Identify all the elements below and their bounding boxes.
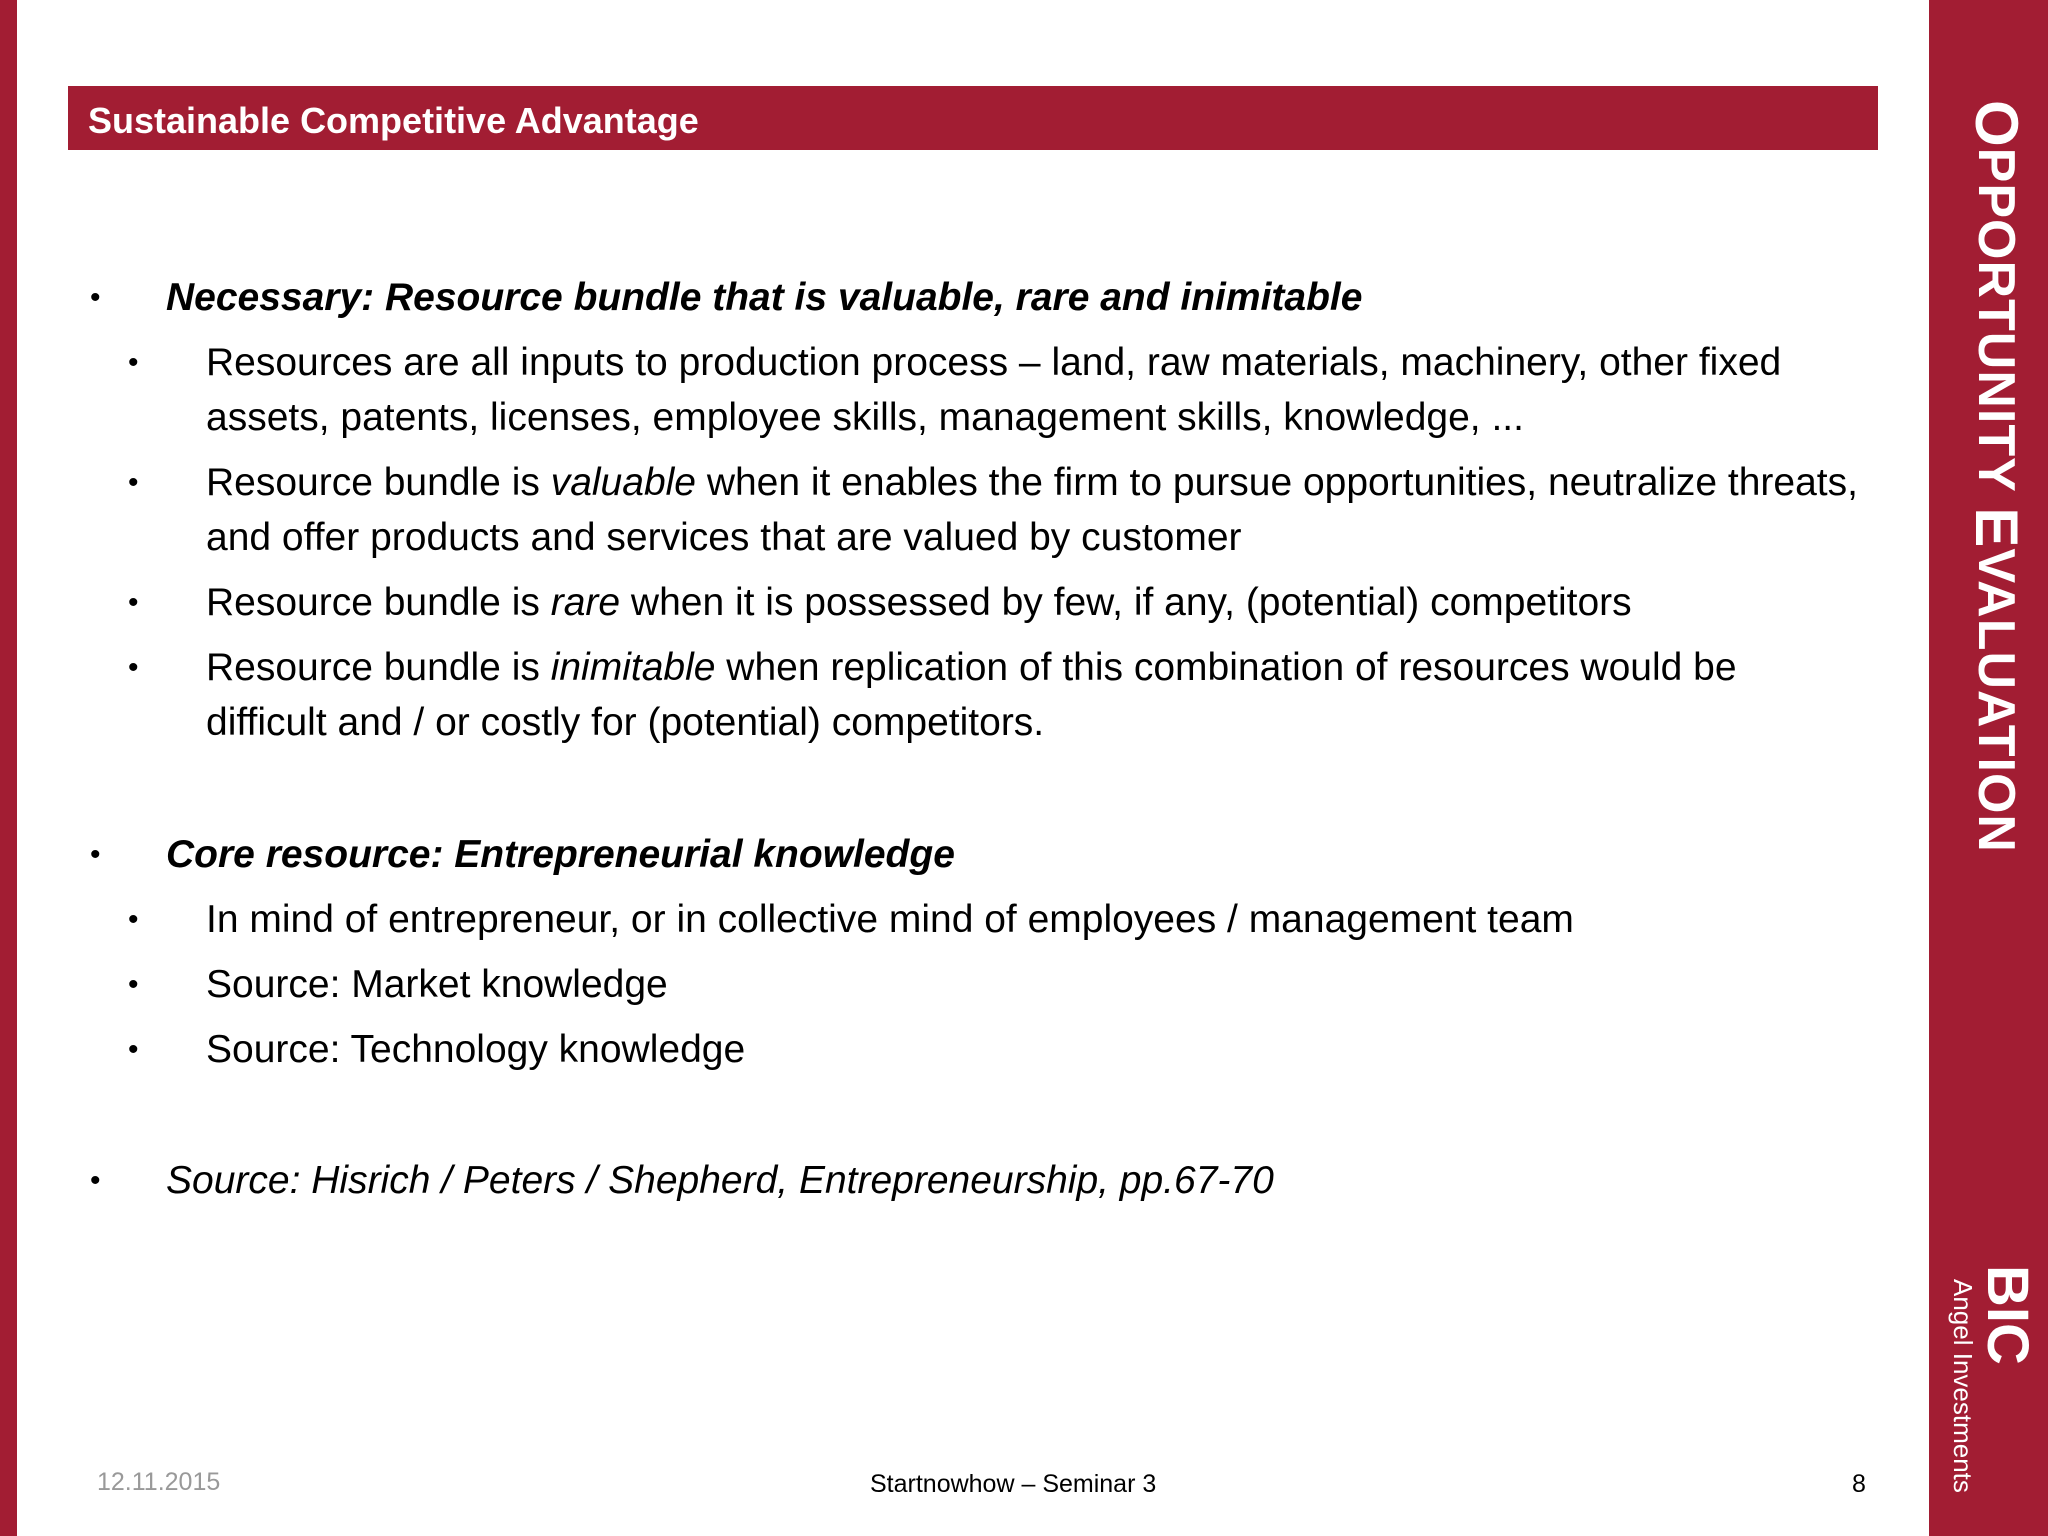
brand-subtitle: Angel Investments: [1948, 1279, 1978, 1493]
bullet-item: [90, 827, 955, 882]
sub-bullet-item: [128, 892, 1866, 947]
bullet-text: Resource bundle is: [206, 581, 551, 624]
bullet-dot: •: [128, 466, 139, 499]
bullet-text: Resources are all inputs to production process – land, raw materials, machinery, other fixed assets, patents, licenses, employee skills, management skills, knowledge, ...: [206, 341, 1782, 439]
footer-title: Startnowhow – Seminar 3: [870, 1470, 1157, 1498]
sub-bullet-item: [128, 957, 1866, 1012]
bullet-text: Necessary: Resource bundle that is valuable, rare and inimitable: [166, 276, 1363, 319]
page-number: 8: [1852, 1470, 1866, 1498]
slide-title: Sustainable Competitive Advantage: [88, 100, 699, 141]
bullet-dot: •: [128, 968, 139, 1001]
bullet-dot: •: [90, 1164, 101, 1197]
bullet-text: when replication of this combination of resources would be difficult and / or costly for (potential) competitors.: [206, 646, 1737, 744]
bullet-emphasis: inimitable: [550, 646, 716, 689]
sub-bullet-item: [128, 1022, 1866, 1077]
section-title: [1963, 100, 2030, 853]
sub-bullet-item: [128, 640, 1866, 750]
section-title-text: OPPORTUNITY EVALUATION: [1963, 100, 2030, 853]
bullet-emphasis: valuable: [550, 461, 696, 504]
footer-date: 12.11.2015: [97, 1468, 221, 1496]
bullet-dot: •: [128, 586, 139, 619]
sub-bullet-item: [128, 575, 1866, 630]
bullet-text: Core resource: Entrepreneurial knowledge: [166, 833, 955, 876]
bullet-text: Source: Technology knowledge: [206, 1028, 746, 1071]
sub-bullet-item: [128, 335, 1866, 445]
bullet-dot: •: [128, 903, 139, 936]
bullet-dot: •: [128, 1033, 139, 1066]
bullet-text: Source: Market knowledge: [206, 963, 668, 1006]
bullet-emphasis: rare: [550, 581, 621, 624]
bullet-dot: •: [128, 346, 139, 379]
bullet-text: Resource bundle is: [206, 461, 551, 504]
bullet-dot: •: [90, 281, 101, 314]
bullet-text: Source: Hisrich / Peters / Shepherd, Entrepreneurship, pp.67-70: [166, 1159, 1274, 1202]
bullet-item: [90, 270, 1363, 325]
bullet-dot: •: [128, 651, 139, 684]
sub-bullet-item: [128, 455, 1866, 565]
bullet-item: [90, 1153, 1274, 1208]
bullet-dot: •: [90, 838, 101, 871]
bullet-text: In mind of entrepreneur, or in collective mind of employees / management team: [206, 898, 1574, 941]
brand-logo: [1940, 1265, 2040, 1505]
bullet-text: Resource bundle is: [206, 646, 551, 689]
bullet-text: when it is possessed by few, if any, (potential) competitors: [620, 581, 1632, 624]
bullet-text: when it enables the firm to pursue opportunities, neutralize threats, and offer products and services that are valued by customer: [206, 461, 1858, 559]
brand-name: BIC: [1975, 1265, 2040, 1365]
